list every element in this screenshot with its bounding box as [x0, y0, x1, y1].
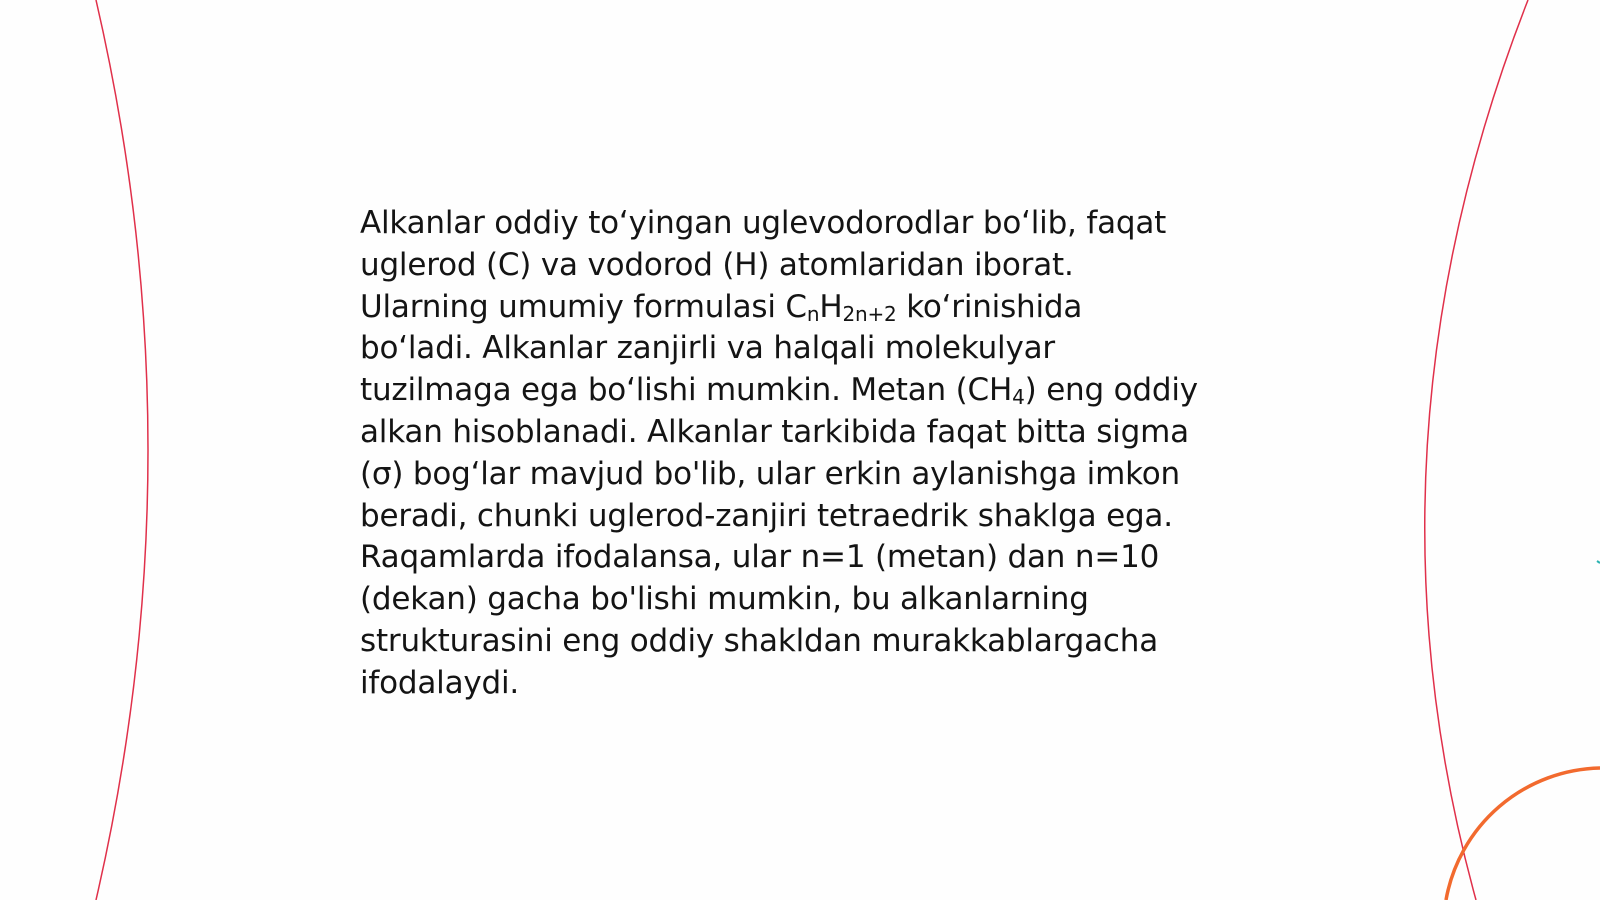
text-segment: beradi, chunki uglerod-zanjiri tetraedrik shaklga ega. — [360, 497, 1173, 534]
body-text — [360, 203, 1260, 705]
text-segment: bo‘ladi. Alkanlar zanjirli va halqali molekulyar — [360, 330, 1055, 367]
text-segment: uglerod (C) va vodorod (H) atomlaridan iborat. — [360, 246, 1074, 283]
text-segment: tuzilmaga ega bo‘lishi mumkin. Metan (CH — [360, 372, 1013, 409]
subscript: 4 — [1012, 385, 1025, 410]
text-line — [360, 370, 1260, 412]
text-line — [360, 245, 1260, 287]
text-line — [360, 328, 1260, 370]
text-segment: ) eng oddiy — [1024, 372, 1198, 409]
text-segment: Ularning umumiy formulasi C — [360, 288, 807, 325]
left-curve-line — [96, 0, 148, 900]
text-segment: Alkanlar oddiy to‘yingan uglevodorodlar bo‘lib, faqat — [360, 205, 1167, 241]
text-segment: ko‘rinishida — [896, 288, 1083, 325]
text-line — [360, 412, 1260, 454]
subscript: 2n+2 — [842, 301, 897, 326]
subscript: n — [806, 301, 820, 326]
text-segment: alkan hisoblanadi. Alkanlar tarkibida faqat bitta sigma — [360, 413, 1189, 450]
text-segment: H — [819, 288, 843, 325]
text-line — [360, 203, 1260, 245]
text-line — [360, 621, 1260, 663]
right-curve-line — [1425, 0, 1528, 900]
text-line — [360, 663, 1260, 705]
text-line — [360, 537, 1260, 579]
text-line — [360, 287, 1260, 329]
text-segment: strukturasini eng oddiy shakldan murakkablargacha — [360, 622, 1158, 659]
text-line — [360, 496, 1260, 538]
text-line — [360, 454, 1260, 496]
text-segment: (dekan) gacha bo'lishi mumkin, bu alkanlarning — [360, 581, 1089, 618]
text-segment: ifodalaydi. — [360, 664, 520, 701]
text-line — [360, 579, 1260, 621]
text-segment: (σ) bog‘lar mavjud bo'lib, ular erkin aylanishga imkon — [360, 455, 1180, 492]
text-segment: Raqamlarda ifodalansa, ular n=1 (metan) dan n=10 — [360, 539, 1160, 576]
orange-arc — [1446, 768, 1600, 900]
